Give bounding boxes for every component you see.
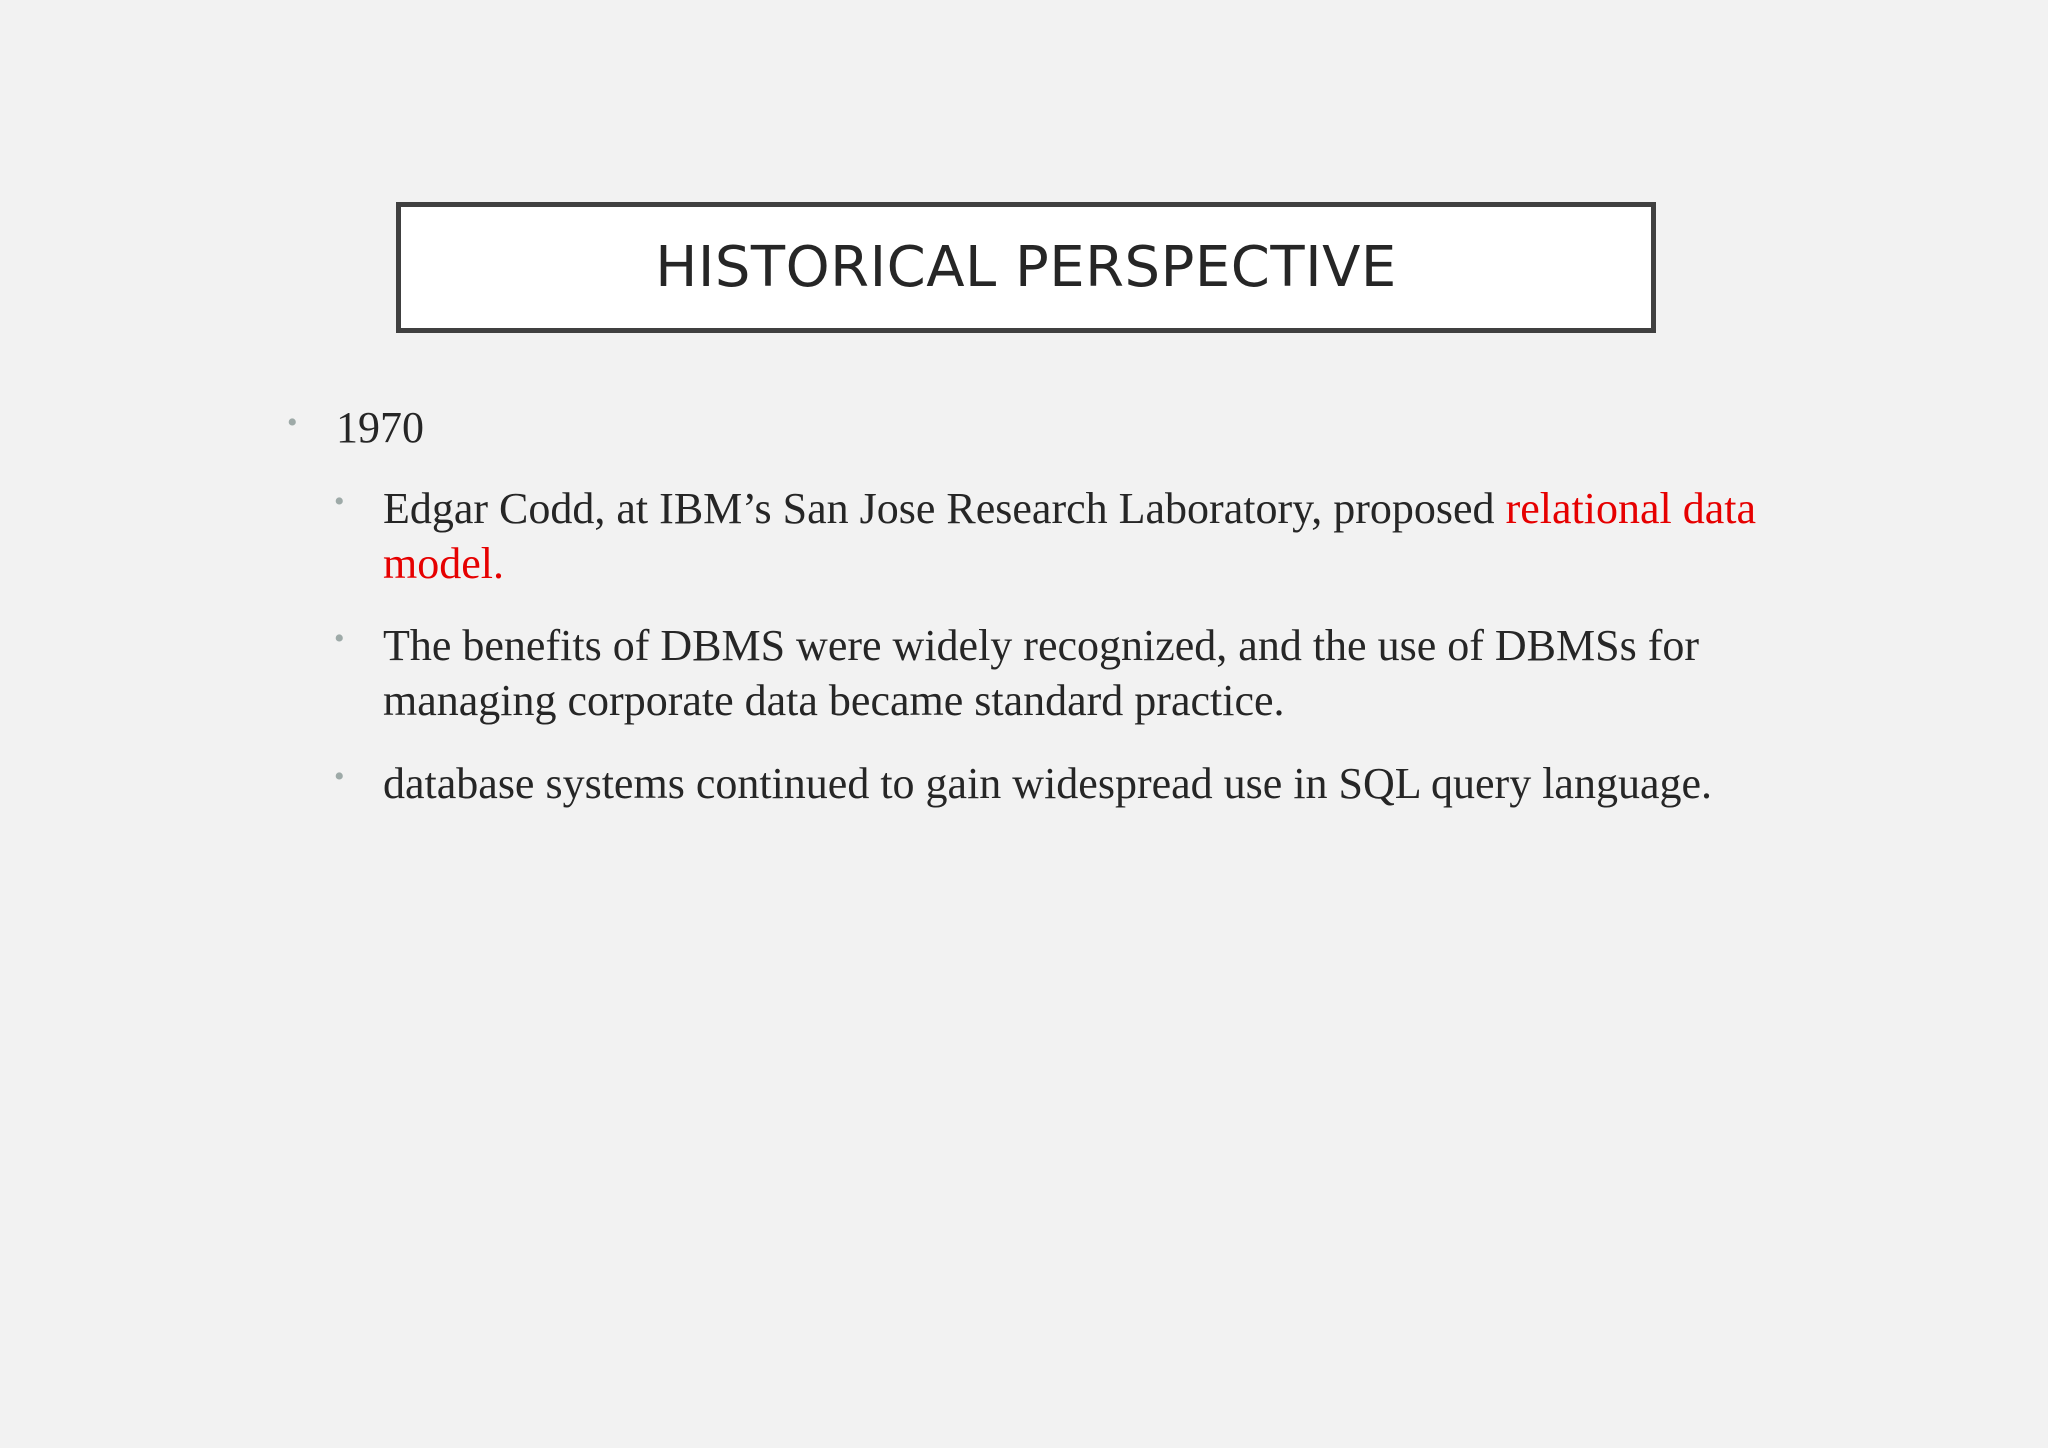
relational-model-highlight: relational data model. bbox=[383, 484, 1756, 588]
sub-bullet-sql: database systems continued to gain widespread use in SQL query language. bbox=[383, 759, 1713, 808]
sub-bullet-codd-text: Edgar Codd, at IBM’s San Jose Research Laboratory, proposed bbox=[383, 484, 1506, 533]
sub-bullet-dot: • bbox=[334, 622, 345, 655]
sub-bullet-codd bbox=[383, 481, 1763, 591]
sub-bullet-dot: • bbox=[334, 760, 345, 793]
sub-bullet-dot: • bbox=[334, 485, 345, 518]
slide-title: HISTORICAL PERSPECTIVE bbox=[655, 235, 1397, 300]
bullet-year: 1970 bbox=[336, 403, 424, 452]
bullet-dot: • bbox=[287, 406, 298, 439]
sub-bullet-benefits: The benefits of DBMS were widely recognized, and the use of DBMSs for managing corporate data became standard practice. bbox=[383, 621, 1700, 725]
